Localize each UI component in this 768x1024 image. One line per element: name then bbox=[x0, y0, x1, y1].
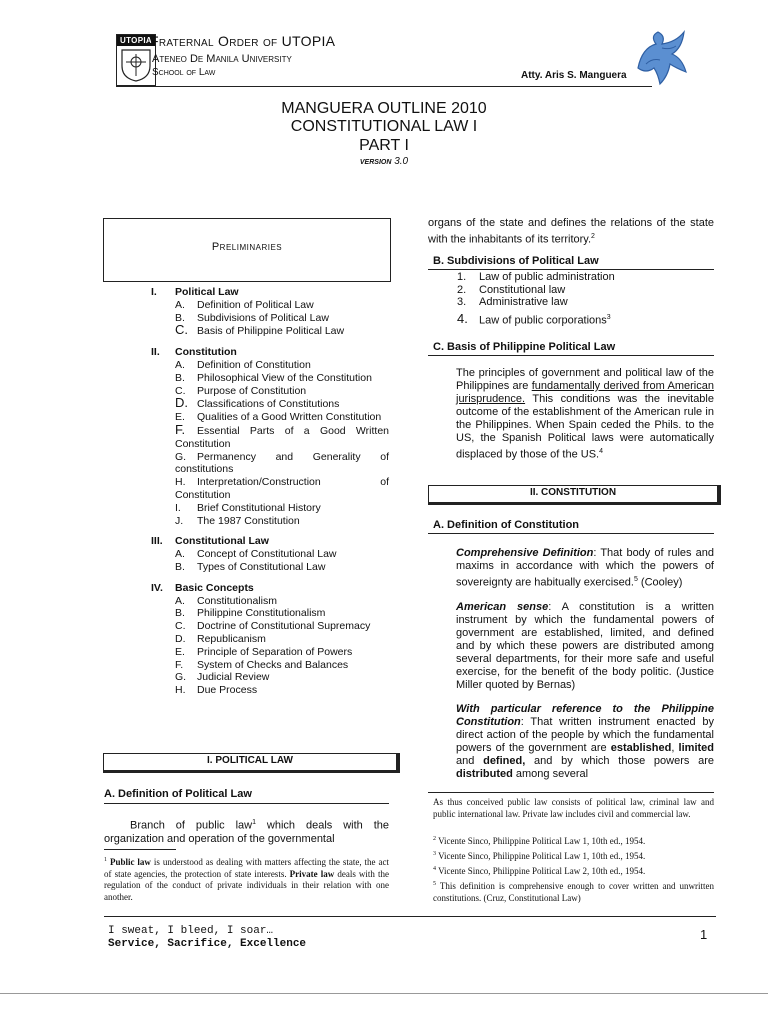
toc-item-letter: F. bbox=[175, 421, 186, 437]
toc-item bbox=[151, 515, 389, 528]
toc-section bbox=[151, 346, 389, 359]
para-bold: defined, bbox=[483, 755, 526, 767]
version bbox=[0, 156, 768, 167]
para-text: This conditions was the inevitable outcome of the establishment of the American rule in the Philippines. When Spain ceded the Phils. to the US, the Spanish Political laws were automatically displaced by those of the US. bbox=[456, 393, 714, 461]
toc-section-title: Basic Concepts bbox=[175, 581, 254, 594]
para-text: : That body of rules and maxims in accordance with which the powers of sovereignty are habitually exercised. bbox=[456, 547, 715, 589]
subdivision-text: Law of public corporations bbox=[479, 314, 607, 327]
toc-section-title: Constitution bbox=[175, 346, 237, 359]
subdivision-text: Law of public administration bbox=[479, 271, 615, 283]
toc-item-text: Types of Constitutional Law bbox=[197, 560, 326, 573]
toc-item-letter: I. bbox=[175, 501, 181, 514]
toc-item-text: The 1987 Constitution bbox=[197, 514, 300, 527]
toc-item bbox=[151, 684, 389, 697]
toc-item bbox=[151, 607, 389, 620]
subdivision-item bbox=[457, 271, 717, 284]
subdivision-number: 4. bbox=[457, 311, 468, 327]
para-text: which deals with the organization and operation of the governmental bbox=[104, 819, 389, 845]
toc-item-text: Definition of Political Law bbox=[197, 298, 314, 311]
toc-section-title: Constitutional Law bbox=[175, 535, 269, 548]
footnote-bold: Public law bbox=[109, 857, 151, 867]
subdivision-item bbox=[457, 312, 717, 327]
toc-item-text: Qualities of a Good Written Constitution bbox=[197, 411, 382, 424]
para-text: : A constitution is a written instrument by which the fundamental powers of government are established, limited, and defined and by which these powers are distributed among several departments, for their more safe and useful exercise, for the benefit of the body politic. (Justice Miller quoted by Bernas) bbox=[456, 601, 714, 691]
toc-item bbox=[151, 476, 389, 502]
footnote-2 bbox=[433, 834, 714, 848]
toc-item-text: Subdivisions of Political Law bbox=[197, 311, 329, 324]
para-text: The principles of government and political law of the Philippines are bbox=[456, 367, 714, 392]
toc-item bbox=[151, 411, 389, 424]
term-label: American sense bbox=[456, 601, 549, 613]
toc-item-letter: B. bbox=[175, 560, 185, 573]
divider bbox=[428, 355, 714, 356]
para-text: , bbox=[671, 742, 679, 754]
toc-item bbox=[151, 372, 389, 385]
footnote-rule bbox=[428, 792, 714, 793]
version-label: VERSION bbox=[359, 159, 392, 166]
toc-item bbox=[151, 561, 389, 574]
para-bold: distributed bbox=[456, 768, 513, 780]
toc-item-letter: A. bbox=[175, 358, 185, 371]
toc-section bbox=[151, 535, 389, 548]
toc-item-text: Republicanism bbox=[197, 632, 266, 645]
footnote-5 bbox=[433, 879, 714, 904]
toc-section-title: Political Law bbox=[175, 286, 239, 298]
para-bold: established bbox=[610, 742, 672, 754]
footnote-ref: 5 bbox=[633, 576, 638, 583]
org-line-1: Fraternal Order of UTOPIA bbox=[150, 33, 336, 49]
para-definition-political-law bbox=[104, 816, 389, 846]
toc-item-letter: D. bbox=[175, 632, 186, 645]
toc-item-letter: A. bbox=[175, 298, 185, 311]
toc-item bbox=[151, 595, 389, 608]
para-text: : That written instrument enacted by direct action of the people by which the fundamental powers of the government are bbox=[456, 716, 714, 754]
footnote-ref: 4 bbox=[599, 448, 603, 455]
para-bold: limited bbox=[678, 742, 714, 754]
toc-item-text: Constitutionalism bbox=[197, 594, 277, 607]
toc-item-text: System of Checks and Balances bbox=[197, 658, 349, 671]
toc-section bbox=[151, 582, 389, 595]
motto-line-1: I sweat, I bleed, I soar… bbox=[108, 925, 274, 937]
term-label: With particular reference to the Philippine Constitution bbox=[456, 703, 714, 728]
para-text: (Cooley) bbox=[637, 576, 683, 589]
toc-item-text: Judicial Review bbox=[197, 671, 270, 684]
sub-heading-basis: C. Basis of Philippine Political Law bbox=[433, 341, 616, 353]
toc-section-number: IV. bbox=[151, 581, 163, 594]
footnote-num: 5 bbox=[433, 881, 436, 887]
toc-item-text: Interpretation/Construction of Constitution bbox=[175, 476, 389, 501]
toc-item bbox=[151, 359, 389, 372]
subdivisions-list bbox=[457, 271, 717, 327]
author-name: Atty. Aris S. Manguera bbox=[521, 70, 627, 81]
org-line-3: School of Law bbox=[152, 67, 216, 78]
toc-item-letter: B. bbox=[175, 311, 185, 324]
subdivision-item bbox=[457, 296, 717, 309]
preliminaries-box bbox=[103, 218, 391, 282]
para-text: among several bbox=[512, 768, 589, 780]
toc-section-number: I. bbox=[151, 286, 157, 298]
toc-item bbox=[151, 646, 389, 659]
subdivision-number: 1. bbox=[457, 271, 467, 283]
footnote-text: This definition is comprehensive enough to cover written and unwritten constitutions. (Cruz, Constitutional Law) bbox=[433, 881, 714, 903]
para-basis bbox=[456, 367, 714, 462]
toc-item-letter: B. bbox=[175, 371, 185, 384]
footnote-text: Vicente Sinco, Philippine Political Law 1, 10th ed., 1954. bbox=[438, 851, 646, 861]
header-rule bbox=[116, 86, 652, 87]
toc-item-letter: F. bbox=[175, 658, 184, 671]
footnote-3 bbox=[433, 849, 714, 863]
toc-item-letter: E. bbox=[175, 411, 185, 424]
footnote-num: 3 bbox=[433, 851, 436, 857]
toc-section-number: III. bbox=[151, 535, 163, 548]
toc-item-letter: C. bbox=[175, 322, 188, 338]
toc-item bbox=[151, 633, 389, 646]
toc-item-letter: H. bbox=[175, 476, 186, 489]
footnote-4 bbox=[433, 864, 714, 878]
constitution-bar: II. CONSTITUTION bbox=[428, 485, 721, 505]
para-text: and by which those powers are bbox=[525, 755, 714, 767]
subdivision-item bbox=[457, 284, 717, 297]
footnote-num: 1 bbox=[104, 857, 107, 863]
toc-item-text: Philippine Constitutionalism bbox=[197, 607, 326, 620]
para-underline: fundamentally derived from American jurisprudence. bbox=[456, 380, 714, 405]
para-text: Branch of public law bbox=[130, 819, 253, 832]
para-american-sense bbox=[456, 601, 714, 692]
footnote-text: is understood as dealing with matters affecting the state, the act of state agencies, the protection of state interests. bbox=[104, 857, 390, 879]
toc-item-text: Brief Constitutional History bbox=[197, 501, 321, 514]
para-philippine-constitution bbox=[456, 703, 714, 781]
political-law-bar: I. POLITICAL LAW bbox=[103, 753, 400, 773]
toc-item-letter: G. bbox=[175, 450, 187, 463]
footnote-1 bbox=[104, 855, 389, 903]
toc-item-text: Concept of Constitutional Law bbox=[197, 548, 337, 561]
toc-item-text: Classifications of Constitutions bbox=[197, 398, 340, 411]
footnote-1-continued: As thus conceived public law consists of political law, criminal law and public international law. Private law includes civil and commercial law. bbox=[433, 797, 714, 819]
para-comprehensive-definition bbox=[456, 547, 714, 590]
footnote-rule bbox=[104, 849, 176, 850]
shield-icon bbox=[120, 48, 152, 82]
footnote-ref: 1 bbox=[252, 819, 256, 826]
toc-item-letter: A. bbox=[175, 548, 185, 561]
subdivision-text: Administrative law bbox=[479, 296, 568, 308]
toc-item bbox=[151, 397, 389, 411]
page-bottom-edge bbox=[0, 993, 768, 994]
toc-item bbox=[151, 421, 389, 451]
footnote-ref: 2 bbox=[591, 233, 595, 240]
toc-item-letter: J. bbox=[175, 514, 184, 527]
toc-section bbox=[151, 286, 389, 299]
footnote-bold: Private law bbox=[289, 868, 335, 879]
toc-item bbox=[151, 620, 389, 633]
subdivision-number: 3. bbox=[457, 296, 467, 308]
toc-item bbox=[151, 299, 389, 312]
sub-heading-definition-political-law: A. Definition of Political Law bbox=[104, 788, 252, 800]
footnote-text: Vicente Sinco, Philippine Political Law 2, 10th ed., 1954. bbox=[438, 866, 646, 876]
footnote-text: Vicente Sinco, Philippine Political Law 1, 10th ed., 1954. bbox=[438, 836, 646, 846]
divider bbox=[428, 269, 714, 270]
toc-item-letter: G. bbox=[175, 671, 187, 684]
toc-item-letter: H. bbox=[175, 684, 186, 697]
toc-item bbox=[151, 548, 389, 561]
preliminaries-heading: Preliminaries bbox=[211, 241, 283, 253]
subdivision-number: 2. bbox=[457, 283, 467, 296]
toc-item-text: Basis of Philippine Political Law bbox=[197, 325, 345, 338]
sub-heading-definition-constitution: A. Definition of Constitution bbox=[433, 519, 580, 531]
org-line-2: Ateneo De Manila University bbox=[152, 53, 292, 65]
divider bbox=[428, 533, 714, 534]
toc-item bbox=[151, 502, 389, 515]
table-of-contents bbox=[151, 286, 389, 697]
page-number: 1 bbox=[700, 927, 708, 942]
griffin-icon bbox=[632, 28, 690, 88]
toc-item-text: Principle of Separation of Powers bbox=[197, 645, 353, 658]
logo-text: UTOPIA bbox=[117, 35, 155, 46]
para-political-law-continued bbox=[428, 217, 714, 247]
toc-item-text: Essential Parts of a Good Written Constitution bbox=[175, 424, 389, 450]
subdivision-text: Constitutional law bbox=[479, 283, 566, 296]
footnote-num: 4 bbox=[433, 866, 436, 872]
version-number: 3.0 bbox=[394, 156, 409, 167]
toc-item-letter: C. bbox=[175, 620, 186, 633]
toc-item-letter: C. bbox=[175, 384, 186, 397]
para-text: and bbox=[456, 755, 484, 767]
toc-item-text: Doctrine of Constitutional Supremacy bbox=[197, 620, 371, 633]
toc-item-letter: B. bbox=[175, 607, 185, 620]
outline-title: MANGUERA OUTLINE 2010 bbox=[281, 100, 487, 117]
toc-section-number: II. bbox=[151, 346, 160, 359]
toc-item-letter: E. bbox=[175, 645, 185, 658]
subject-title: CONSTITUTIONAL LAW I bbox=[290, 118, 478, 135]
footer-rule bbox=[104, 916, 716, 917]
toc-item-text: Philosophical View of the Constitution bbox=[197, 371, 372, 384]
toc-item bbox=[151, 659, 389, 672]
para-text: organs of the state and defines the relations of the state with the inhabitants of its territory. bbox=[428, 217, 714, 246]
toc-item-letter: D. bbox=[175, 395, 188, 411]
toc-item-text: Permanency and Generality of constitutions bbox=[175, 450, 389, 476]
toc-item-text: Purpose of Constitution bbox=[197, 384, 307, 397]
toc-item-letter: A. bbox=[175, 594, 185, 607]
footnote-num: 2 bbox=[433, 836, 436, 842]
sub-heading-subdivisions: B. Subdivisions of Political Law bbox=[433, 255, 599, 267]
toc-item bbox=[151, 671, 389, 684]
toc-item-text: Definition of Constitution bbox=[197, 358, 311, 371]
divider bbox=[104, 803, 389, 804]
motto-line-2: Service, Sacrifice, Excellence bbox=[108, 938, 307, 950]
toc-item bbox=[151, 324, 389, 338]
footnote-text: deals with the regulation of the conduct of private individuals in their relation with one another. bbox=[104, 868, 389, 902]
toc-item-text: Due Process bbox=[197, 684, 258, 697]
toc-item bbox=[151, 451, 389, 477]
term-label: Comprehensive Definition bbox=[456, 547, 594, 559]
part-title: PART I bbox=[359, 137, 409, 154]
footnote-ref: 3 bbox=[606, 313, 611, 321]
